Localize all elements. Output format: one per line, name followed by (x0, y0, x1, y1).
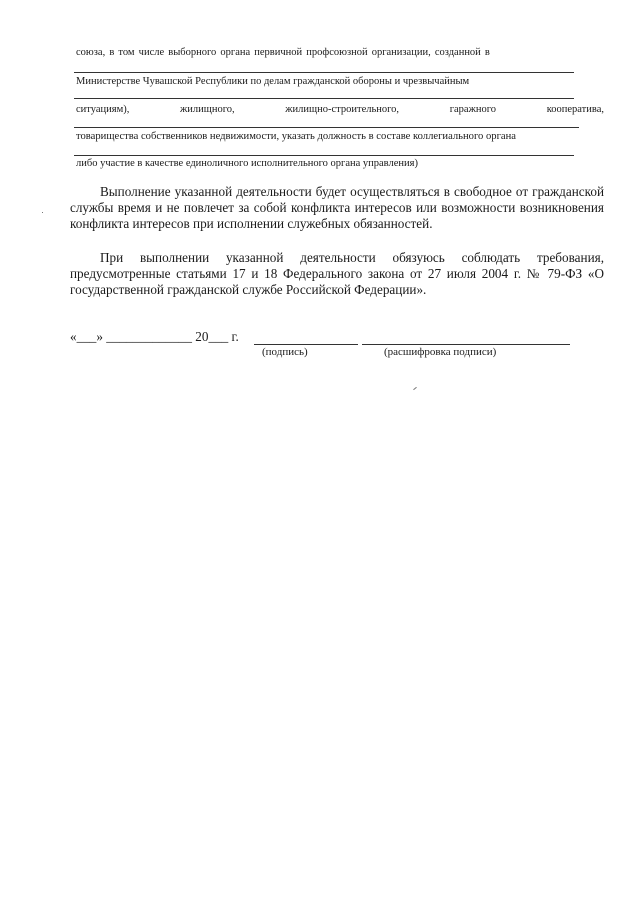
underline-4 (74, 155, 574, 156)
paragraph-1 (70, 184, 604, 232)
form-line-3-word-4: гаражного (449, 104, 497, 115)
decoding-field-line (362, 344, 570, 345)
date-line: «___» _____________ 20___ г. (70, 329, 239, 344)
scan-mark (413, 387, 417, 390)
form-line-3-word-2: жилищного, (180, 104, 235, 115)
form-line-3-word-1: ситуациям), (76, 104, 130, 115)
form-line-3-word-5: кооператива, (546, 104, 604, 115)
form-line-3-word-3: жилищно-строительного, (285, 104, 400, 115)
decoding-caption: (расшифровка подписи) (384, 346, 497, 358)
form-line-1: союза, в том числе выборного органа первичной профсоюзной организации, созданной в (76, 47, 490, 58)
scan-mark-left (42, 212, 43, 213)
form-line-4: товарищества собственников недвижимости, указать должность в составе коллегиального органа (76, 131, 516, 142)
form-line-5: либо участие в качестве единоличного исполнительного органа управления) (76, 158, 418, 169)
form-line-3 (76, 104, 604, 115)
underline-3 (74, 127, 579, 128)
signature-caption: (подпись) (262, 346, 308, 358)
underline-1 (74, 72, 574, 73)
paragraph-1-text: Выполнение указанной деятельности будет осуществляться в свободное от гражданской службы время и не повлечет за собой конфликта интересов или возможности возникновения конфликта интересов при исполнении служебных обязанностей. (70, 184, 604, 231)
paragraph-2 (70, 250, 604, 298)
form-line-2: Министерстве Чувашской Республики по делам гражданской обороны и чрезвычайным (76, 76, 470, 87)
underline-2 (74, 98, 574, 99)
signature-field-line (254, 344, 358, 345)
paragraph-2-text: При выполнении указанной деятельности обязуюсь соблюдать требования, предусмотренные статьями 17 и 18 Федерального закона от 27 июля 2004 г. № 79-ФЗ «О государственной гражданской службе Российской Федерации». (70, 250, 604, 297)
